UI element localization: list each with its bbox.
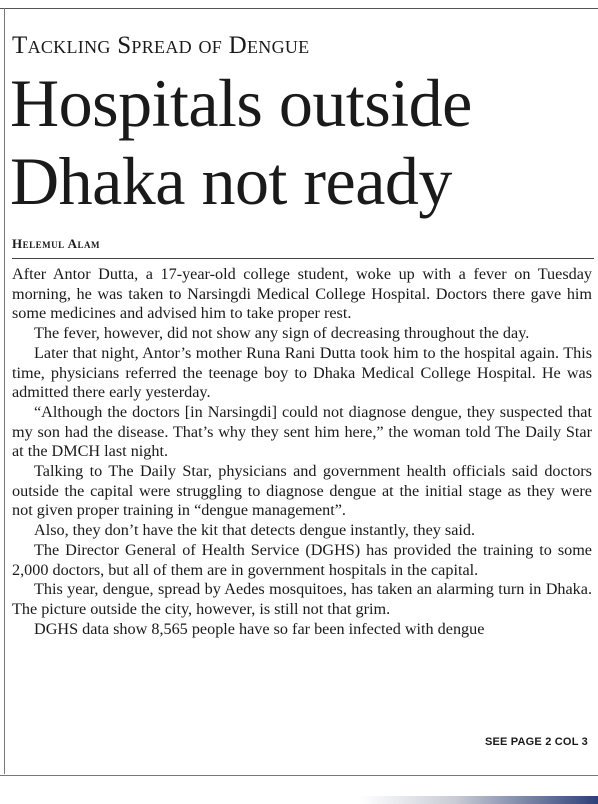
article-body <box>12 265 592 639</box>
article-paragraph: DGHS data show 8,565 people have so far been infected with dengue <box>34 619 485 638</box>
left-border <box>4 8 5 774</box>
article-paragraph: The fever, however, did not show any sign of decreasing throughout the day. <box>34 324 530 343</box>
article-paragraph: The Director General of Health Service (DGHS) has provided the training to some 2,000 doctors, but all of them are in government hospitals in the capital. <box>12 540 592 579</box>
decorative-stripe <box>360 796 598 804</box>
article-paragraph: This year, dengue, spread by Aedes mosquitoes, has taken an alarming turn in Dhaka. The picture outside the city, however, is still not that grim. <box>12 580 592 618</box>
bottom-border <box>0 775 598 776</box>
article-headline: Hospitals outside Dhaka not ready <box>10 65 472 219</box>
continuation-jump-line: SEE PAGE 2 COL 3 <box>484 736 588 748</box>
article-paragraph: “Although the doctors [in Narsingdi] could not diagnose dengue, they suspected that my son had the disease. That’s why they sent him here,” the woman told The Daily Star at the DMCH last night. <box>12 402 592 461</box>
top-border <box>0 8 598 9</box>
article-kicker: Tackling Spread of Dengue <box>12 32 310 59</box>
article-paragraph: Talking to The Daily Star, physicians and government health officials said doctors outside the capital were struggling to diagnose dengue at the initial stage as they were not given proper training in “dengue management”. <box>12 462 592 520</box>
article-paragraph: Later that night, Antor’s mother Runa Rani Dutta took him to the hospital again. This time, physicians referred the teenage boy to Dhaka Medical College Hospital. He was admitted there early yesterday. <box>12 343 592 402</box>
article-paragraph: Also, they don’t have the kit that detects dengue instantly, they said. <box>34 521 476 540</box>
byline-rule <box>12 258 594 259</box>
article-byline: Helemul Alam <box>12 236 101 251</box>
article-paragraph: After Antor Dutta, a 17-year-old college student, woke up with a fever on Tuesday morning, he was taken to Narsingdi Medical College Hospital. Doctors there gave him some medicines and advised him to take proper rest. <box>12 265 592 323</box>
